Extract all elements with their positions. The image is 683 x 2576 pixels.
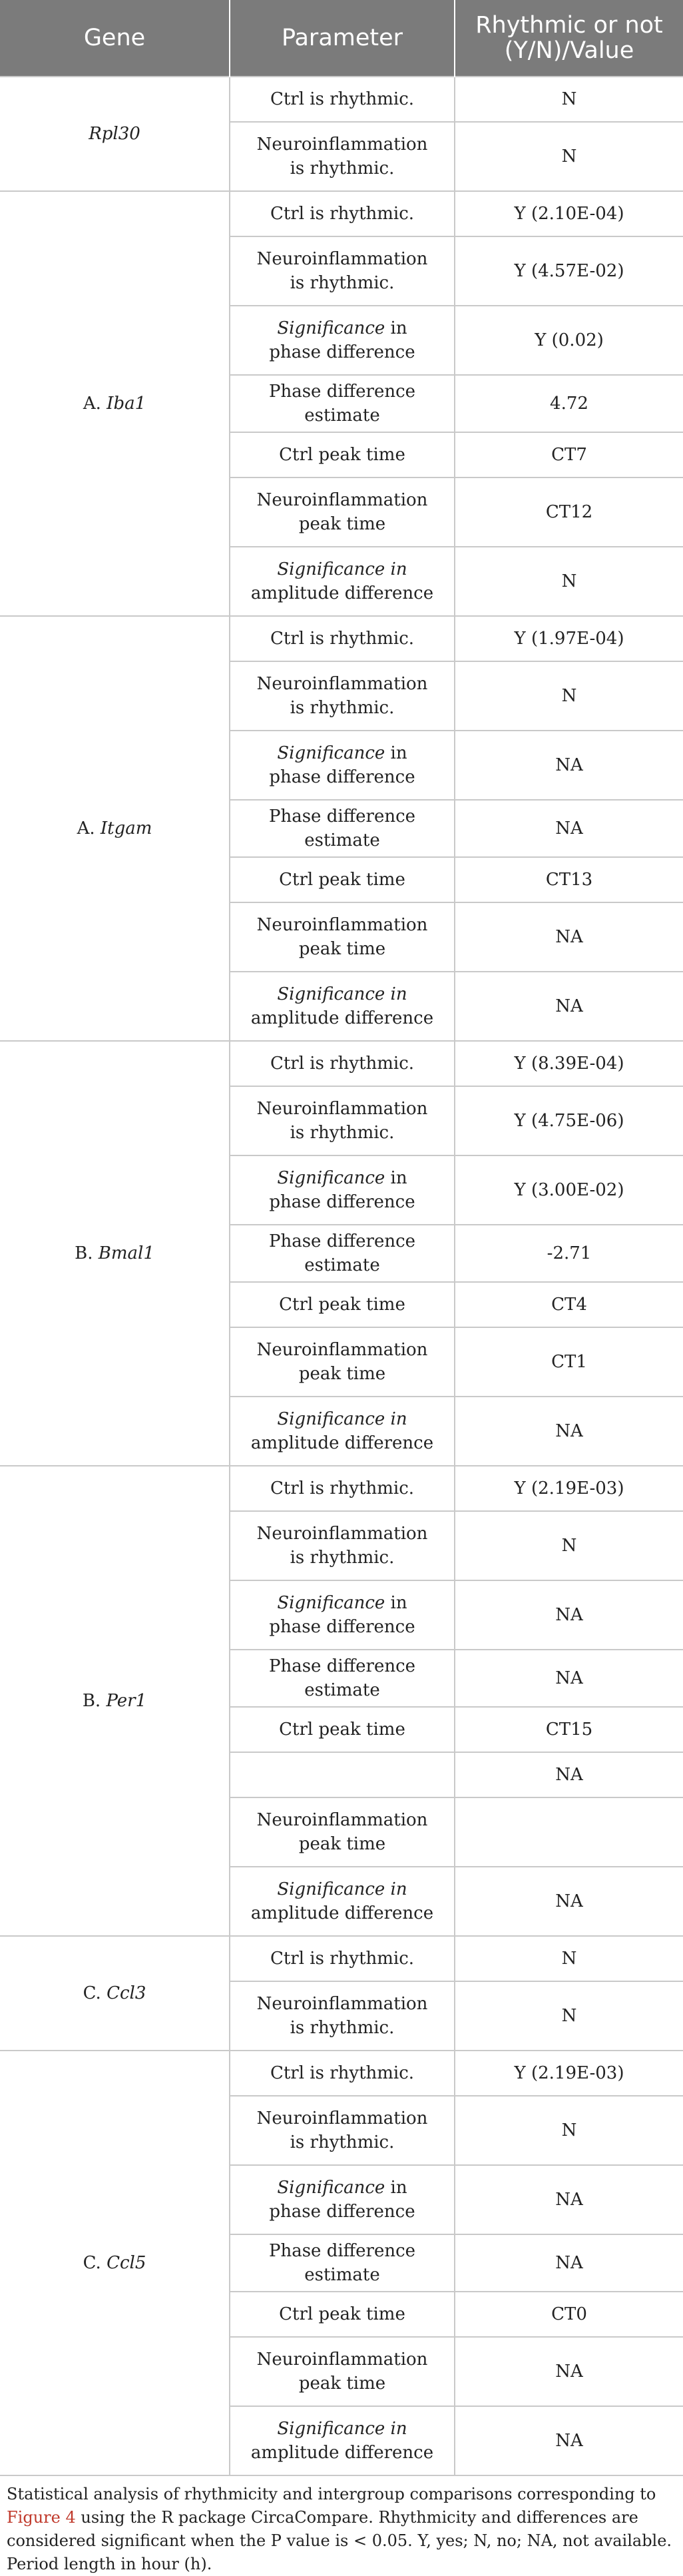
value-cell: Y (1.97E-04): [455, 616, 683, 661]
value-cell: Y (3.00E-02): [455, 1155, 683, 1225]
value-cell: NA: [455, 2165, 683, 2234]
value-cell: NA: [455, 902, 683, 972]
value-cell: NA: [455, 1397, 683, 1466]
value-cell: CT15: [455, 1707, 683, 1752]
table-row: [0, 2051, 683, 2096]
table-row: [0, 77, 683, 122]
gene-cell-rpl30: Rpl30: [0, 77, 230, 191]
param-cell: Phase difference estimate: [230, 800, 455, 857]
header-gene: Gene: [0, 0, 230, 77]
value-cell: CT12: [455, 478, 683, 547]
value-cell: NA: [455, 1752, 683, 1797]
value-cell: CT0: [455, 2292, 683, 2337]
param-cell: Neuroinflammation peak time: [230, 478, 455, 547]
value-cell: Y (4.75E-06): [455, 1086, 683, 1155]
param-cell: Phase difference estimate: [230, 2234, 455, 2292]
value-cell: N: [455, 2096, 683, 2165]
param-cell: Significance in amplitude difference: [230, 1867, 455, 1936]
param-cell: Neuroinflammation is rhythmic.: [230, 661, 455, 731]
param-cell: Ctrl is rhythmic.: [230, 616, 455, 661]
table-row: [0, 1466, 683, 1511]
gene-cell-iba1: A. Iba1: [0, 191, 230, 616]
gene-cell-per1: B. Per1: [0, 1466, 230, 1936]
param-cell: Ctrl peak time: [230, 1282, 455, 1327]
table-row: [0, 1041, 683, 1086]
param-cell: Ctrl is rhythmic.: [230, 77, 455, 122]
param-cell: Significance in phase difference: [230, 731, 455, 800]
header-value: Rhythmic or not (Y/N)/Value: [455, 0, 683, 77]
param-cell: Significance in phase difference: [230, 306, 455, 375]
gene-cell-itgam: A. Itgam: [0, 616, 230, 1041]
param-cell: Significance in phase difference: [230, 1155, 455, 1225]
value-cell: NA: [455, 2337, 683, 2406]
param-cell: Neuroinflammation peak time: [230, 902, 455, 972]
param-cell: Ctrl is rhythmic.: [230, 1936, 455, 1981]
table-caption: Statistical analysis of rhythmicity and intergroup comparisons corresponding to Figure 4 using the R package CircaCompare. Rhythmicity and differences are considered significant when the P value is < 0.05. Y, yes; N, no; NA, not available. Period length in hour (h).: [7, 2485, 672, 2573]
value-cell: CT4: [455, 1282, 683, 1327]
param-cell: Ctrl peak time: [230, 432, 455, 478]
param-cell: Neuroinflammation is rhythmic.: [230, 1086, 455, 1155]
param-cell: Neuroinflammation is rhythmic.: [230, 1981, 455, 2051]
value-cell: N: [455, 1511, 683, 1580]
value-cell: Y (4.57E-02): [455, 236, 683, 306]
value-cell: 4.72: [455, 375, 683, 432]
param-cell: Ctrl peak time: [230, 1707, 455, 1752]
param-cell: Significance in amplitude difference: [230, 972, 455, 1041]
gene-cell-bmal1: B. Bmal1: [0, 1041, 230, 1466]
value-cell: NA: [455, 1650, 683, 1707]
param-cell: Significance in phase difference: [230, 1580, 455, 1650]
value-cell: NA: [455, 800, 683, 857]
param-cell: Significance in phase difference: [230, 2165, 455, 2234]
param-cell: Neuroinflammation peak time: [230, 1797, 455, 1867]
value-cell: -2.71: [455, 1225, 683, 1282]
value-cell: Y (2.19E-03): [455, 1466, 683, 1511]
value-cell: N: [455, 661, 683, 731]
param-cell: Phase difference estimate: [230, 375, 455, 432]
value-cell: NA: [455, 2234, 683, 2292]
header-parameter: Parameter: [230, 0, 455, 77]
gene-cell-ccl5: C. Ccl5: [0, 2051, 230, 2475]
param-cell: Phase difference estimate: [230, 1650, 455, 1707]
value-cell: NA: [455, 972, 683, 1041]
value-cell: CT13: [455, 857, 683, 902]
value-cell: NA: [455, 1580, 683, 1650]
value-cell: Y (8.39E-04): [455, 1041, 683, 1086]
value-cell: CT1: [455, 1327, 683, 1397]
value-cell: Y (0.02): [455, 306, 683, 375]
value-cell: NA: [455, 1867, 683, 1936]
value-cell: N: [455, 1981, 683, 2051]
value-cell: NA: [455, 731, 683, 800]
table-row: [0, 191, 683, 236]
figure-link[interactable]: Figure 4: [7, 2508, 76, 2527]
header-row: [0, 0, 683, 77]
param-cell: Ctrl peak time: [230, 857, 455, 902]
param-cell: Significance in amplitude difference: [230, 1397, 455, 1466]
param-cell: Phase difference estimate: [230, 1225, 455, 1282]
value-cell: N: [455, 547, 683, 616]
param-cell: Significance in amplitude difference: [230, 2406, 455, 2475]
gene-cell-ccl3: C. Ccl3: [0, 1936, 230, 2051]
param-cell: Ctrl is rhythmic.: [230, 191, 455, 236]
param-cell: Ctrl is rhythmic.: [230, 1466, 455, 1511]
param-cell: Neuroinflammation is rhythmic.: [230, 236, 455, 306]
value-cell: N: [455, 77, 683, 122]
table-row: [0, 616, 683, 661]
param-cell: Neuroinflammation is rhythmic.: [230, 122, 455, 191]
param-cell: Significance in amplitude difference: [230, 547, 455, 616]
value-cell: N: [455, 1936, 683, 1981]
value-cell: Y (2.19E-03): [455, 2051, 683, 2096]
param-cell: Neuroinflammation peak time: [230, 2337, 455, 2406]
value-cell: NA: [455, 2406, 683, 2475]
table-row: [0, 1936, 683, 1981]
param-cell: Ctrl is rhythmic.: [230, 1041, 455, 1086]
value-cell: N: [455, 122, 683, 191]
param-cell: Neuroinflammation peak time: [230, 1327, 455, 1397]
param-cell: Neuroinflammation is rhythmic.: [230, 2096, 455, 2165]
value-cell-empty: [455, 1797, 683, 1867]
param-cell: Ctrl peak time: [230, 2292, 455, 2337]
value-cell: Y (2.10E-04): [455, 191, 683, 236]
param-cell: Ctrl is rhythmic.: [230, 2051, 455, 2096]
value-cell: CT7: [455, 432, 683, 478]
param-cell: Neuroinflammation is rhythmic.: [230, 1511, 455, 1580]
param-cell-empty: [230, 1752, 455, 1797]
